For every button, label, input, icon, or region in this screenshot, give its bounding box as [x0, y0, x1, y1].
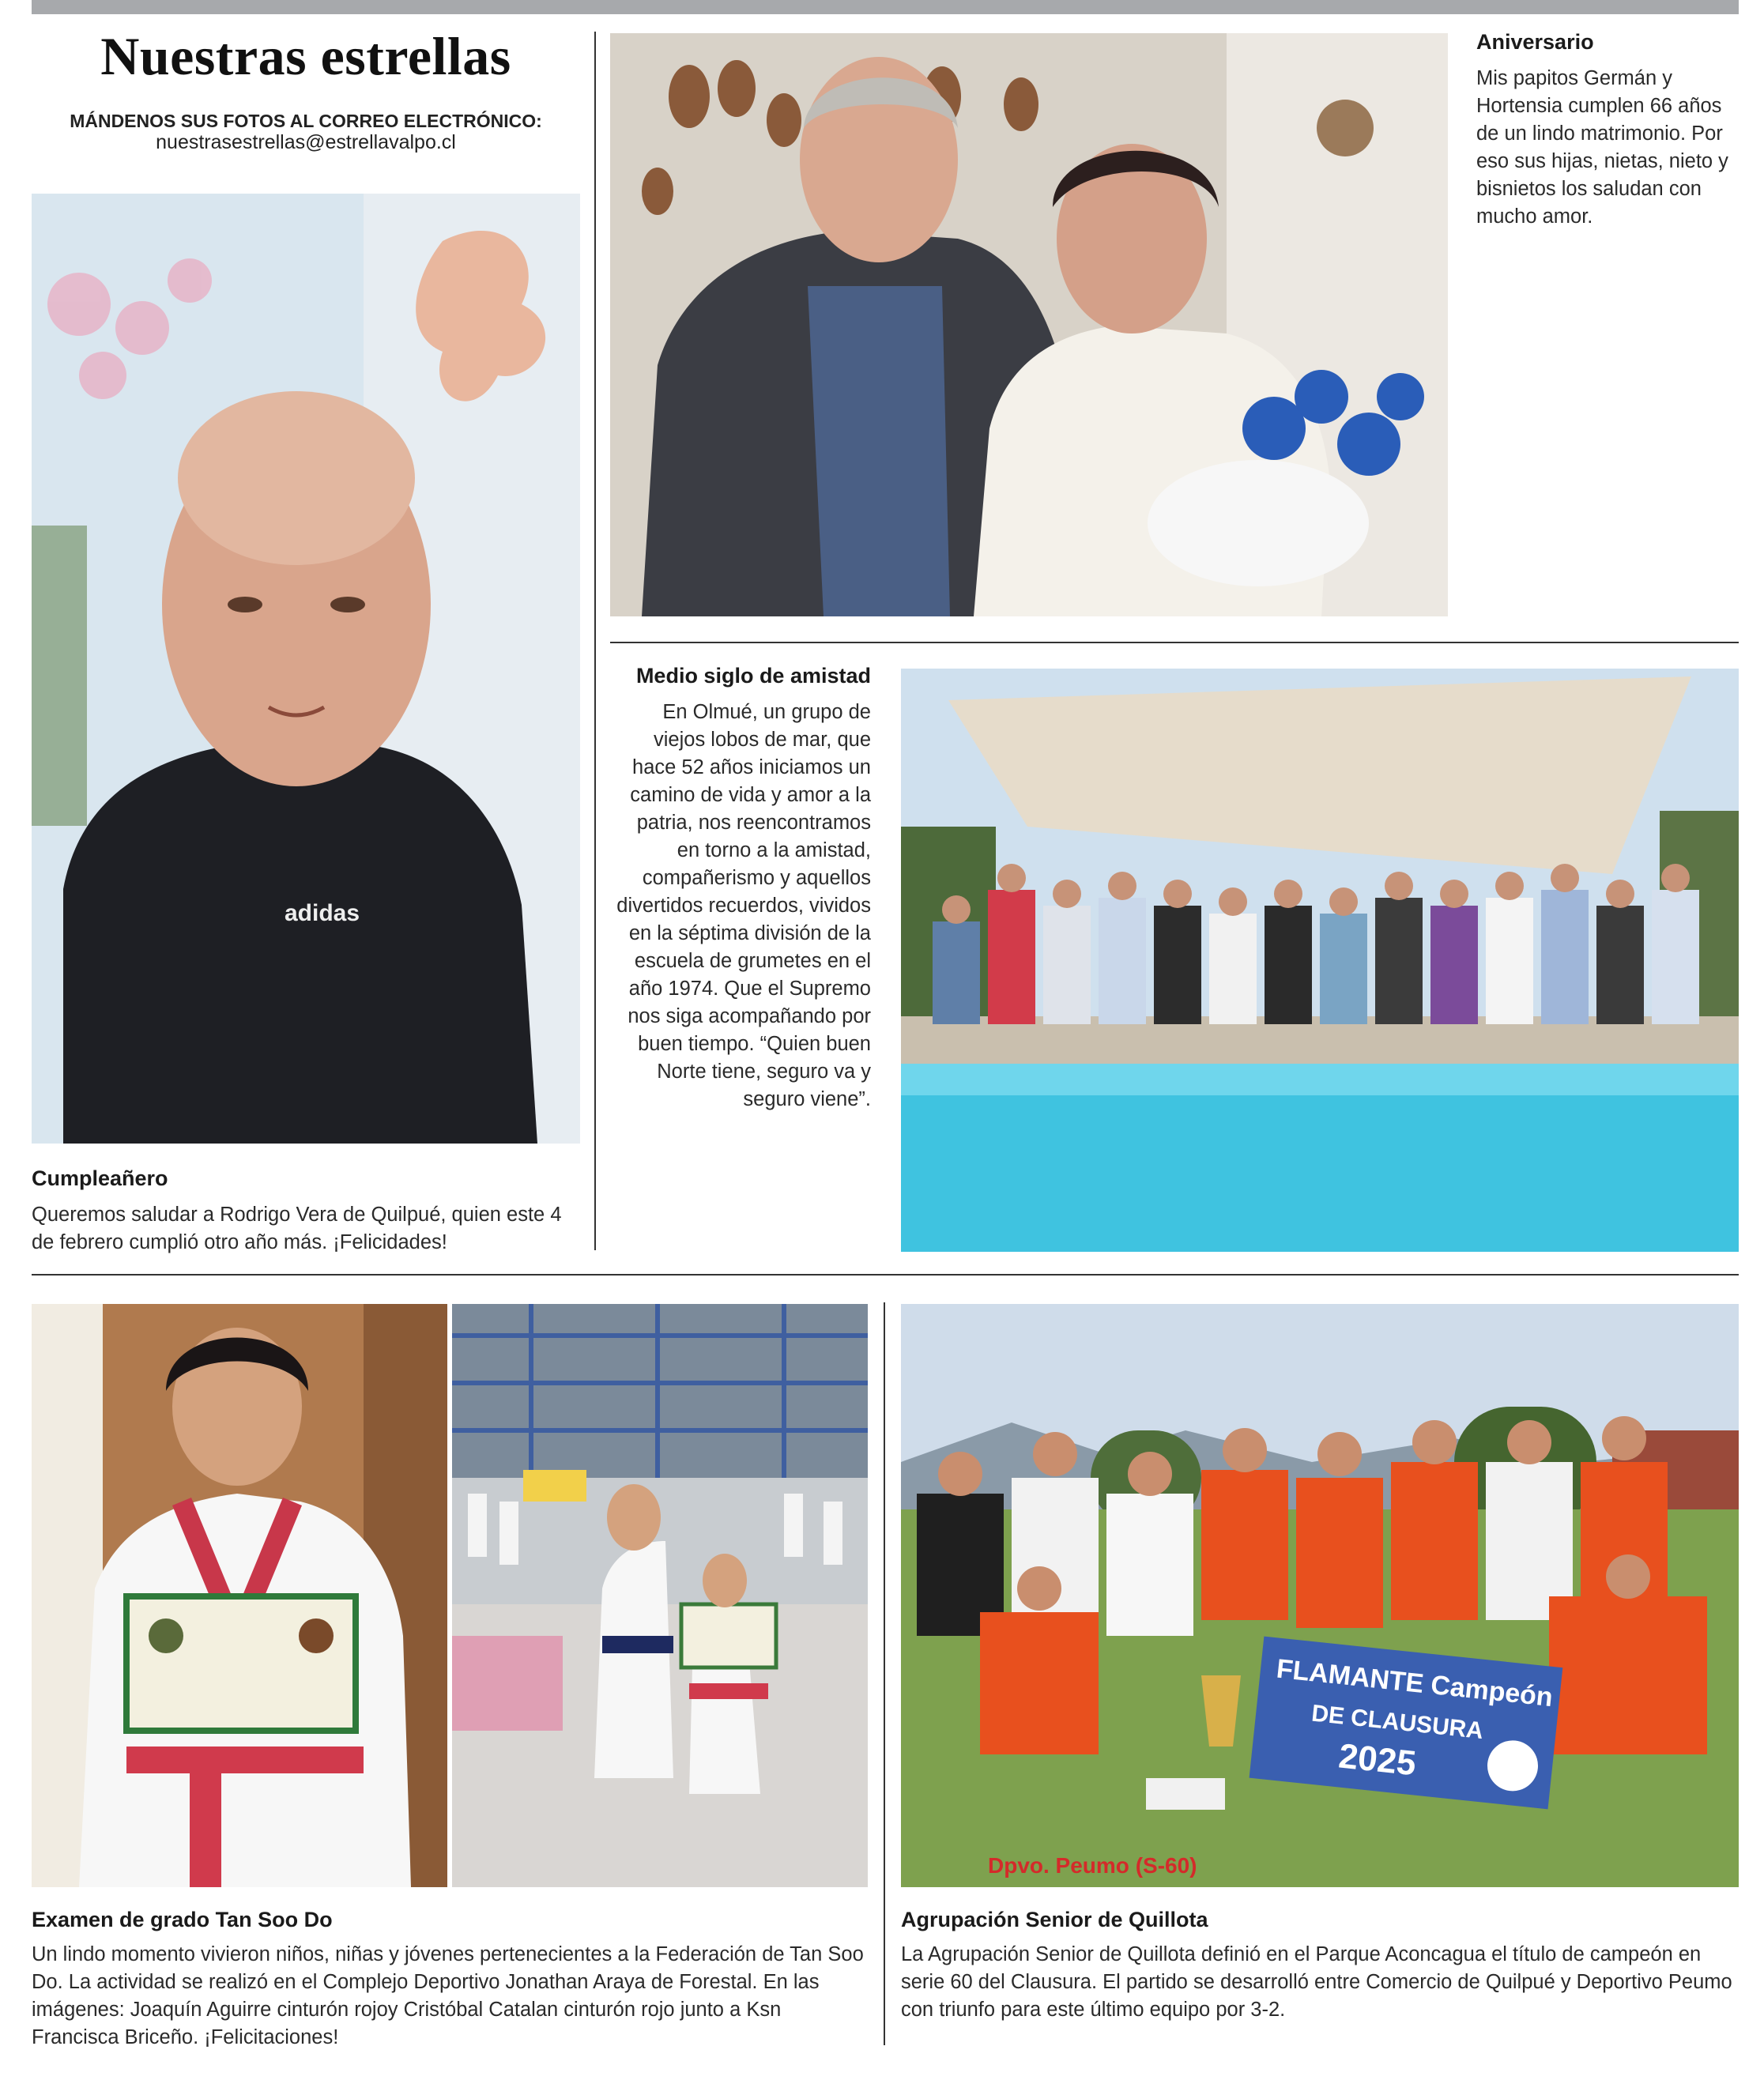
photo-birthday-man — [32, 194, 580, 1144]
adidas-logo-text: adidas — [285, 900, 360, 926]
caption-title-amistad: Medio siglo de amistad — [635, 664, 871, 688]
photo-taekwondo-gym — [452, 1304, 868, 1887]
top-bar — [32, 0, 1739, 14]
team-caption: Dpvo. Peumo (S-60) — [988, 1853, 1197, 1878]
divider-main — [32, 1274, 1739, 1276]
photo-anniversary-couple — [610, 33, 1448, 616]
photo-senior-team — [901, 1304, 1739, 1887]
banner-year: 2025 — [1336, 1736, 1419, 1784]
caption-title-cumpleanero: Cumpleañero — [32, 1166, 168, 1190]
column-divider-top — [594, 32, 596, 1250]
caption-body-amistad: En Olmué, un grupo de viejos lobos de mar, que hace 52 años iniciamos un camino de vida y amor a la patria, nos reencontramos en torno a la amistad, compañerismo y aquellos divertidos recuerdos, vividos en la séptima división de la escuela de grumetes en el año 1974. Que el Supremo nos siga acompañando por buen tiempo. “Quien buen Norte tiene, seguro va y seguro viene”. — [616, 701, 871, 1110]
caption-title-aniversario: Aniversario — [1476, 30, 1594, 54]
caption-body-cumpleanero: Queremos saludar a Rodrigo Vera de Quilpué, quien este 4 de febrero cumplió otro año más. ¡Felicidades! — [32, 1204, 562, 1253]
photo-taekwondo-boy — [32, 1304, 447, 1887]
page-title: Nuestras estrellas — [100, 26, 511, 86]
contact-email[interactable]: nuestrasestrellas@estrellavalpo.cl — [156, 131, 456, 153]
caption-body-aniversario: Mis papitos Germán y Hortensia cumplen 66 años de un lindo matrimonio. Por eso sus hijas, nietas, nieto y bisnietos los saludan con mucho amor. — [1476, 67, 1728, 228]
caption-body-quillota: La Agrupación Senior de Quillota definió en el Parque Aconcagua el título de campeón en serie 60 del Clausura. El partido se desarrolló entre Comercio de Quilpué y Deportivo Peumo con triunfo para este último equipo por 3-2. — [901, 1943, 1732, 2021]
caption-title-tansoodo: Examen de grado Tan Soo Do — [32, 1908, 333, 1931]
caption-body-tansoodo: Un lindo momento vivieron niños, niñas y jóvenes pertenecientes a la Federación de Tan Soo Do. La actividad se realizó en el Complejo Deportivo Jonathan Araya de Forestal. En las imágenes: Joaquín Aguirre cinturón rojoy Cristóbal Catalan cinturón rojo junto a Ksn Francisca Briceño. ¡Felicitaciones! — [32, 1943, 864, 2048]
banner-line1: FLAMANTE Campeón — [1275, 1653, 1555, 1713]
photo-friends-pool — [901, 669, 1739, 1252]
column-divider-bottom — [884, 1302, 885, 2045]
banner-line2: DE CLAUSURA — [1310, 1700, 1485, 1745]
send-photos-label: MÁNDENOS SUS FOTOS AL CORREO ELECTRÓNICO: — [70, 111, 542, 131]
caption-title-quillota: Agrupación Senior de Quillota — [901, 1908, 1208, 1931]
divider-right-mid — [610, 642, 1739, 643]
